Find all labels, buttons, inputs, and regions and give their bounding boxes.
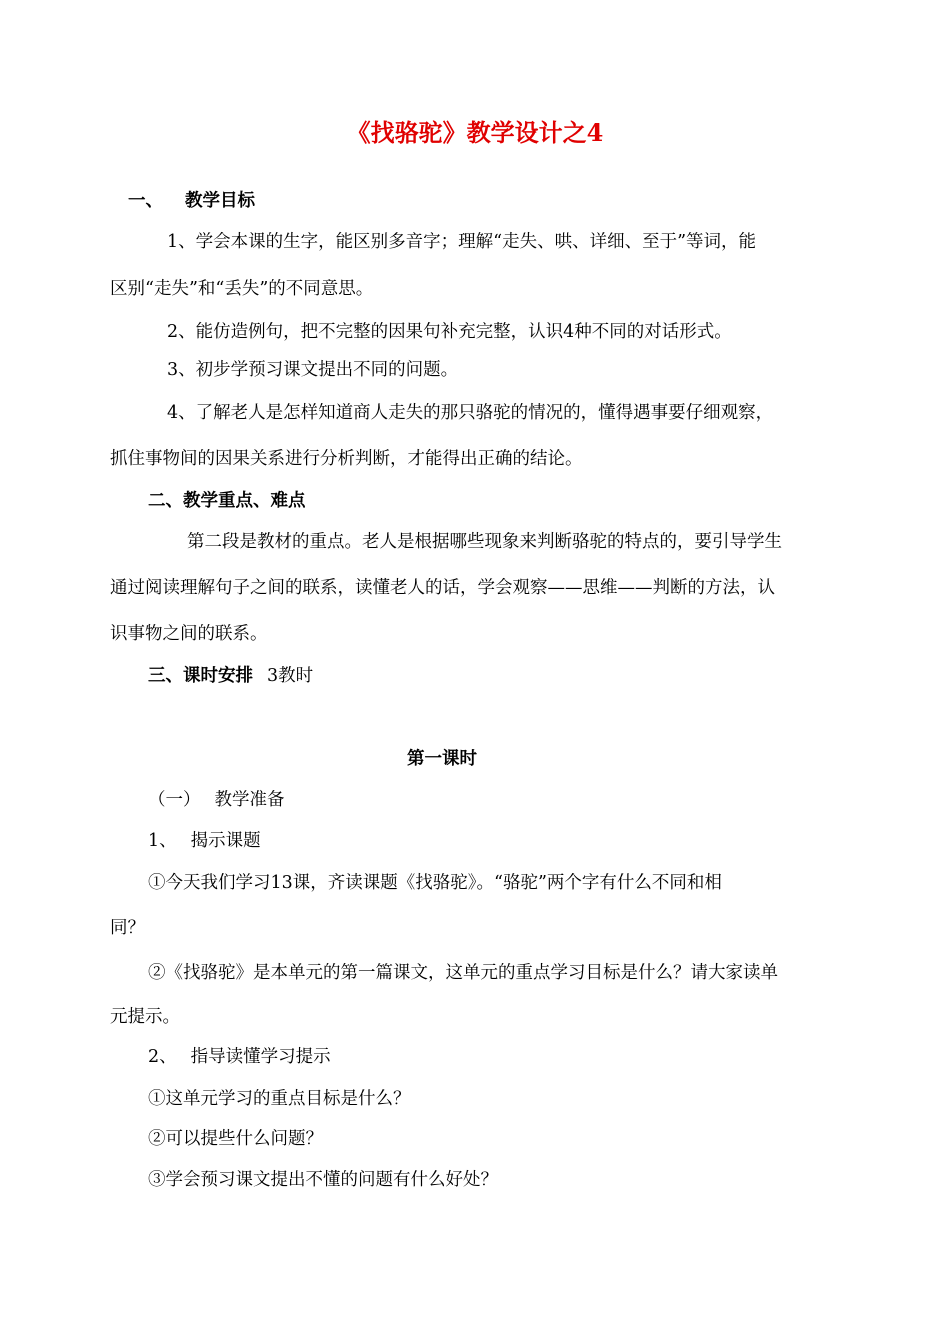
objective-2: 2、能仿造例句，把不完整的因果句补充完整，认识4种不同的对话形式。 xyxy=(167,322,732,342)
part1-title: 教学准备 xyxy=(214,790,285,810)
document-title: 《找骆驼》教学设计之4 xyxy=(346,118,604,147)
step2-number: 2、 xyxy=(148,1047,177,1067)
part1-number: （一） xyxy=(148,790,201,810)
part1-heading xyxy=(148,788,285,812)
section1-number: 一、 xyxy=(128,191,163,211)
lesson-count: 3教时 xyxy=(267,666,314,686)
step2-question1: ①这单元学习的重点目标是什么？ xyxy=(148,1089,411,1109)
section3-title: 三、课时安排 xyxy=(148,666,253,686)
keypoints-para-line2: 通过阅读理解句子之间的联系，读懂老人的话，学会观察——思维——判断的方法，认 xyxy=(110,578,775,598)
step1-question1-line1: ①今天我们学习13课，齐读课题《找骆驼》。“骆驼”两个字有什么不同和相 xyxy=(148,873,722,893)
objective-1-line1: 1、学会本课的生字，能区别多音字；理解“走失、哄、详细、至于”等词，能 xyxy=(167,232,757,252)
step1-question2-line1: ②《找骆驼》是本单元的第一篇课文，这单元的重点学习目标是什么？请大家读单 xyxy=(148,963,778,983)
section2-heading: 二、教学重点、难点 xyxy=(148,491,306,511)
step1-question2-line2: 元提示。 xyxy=(110,1007,180,1027)
keypoints-para-line1: 第二段是教材的重点。老人是根据哪些现象来判断骆驼的特点的，要引导学生 xyxy=(187,532,782,552)
lesson1-heading: 第一课时 xyxy=(407,749,477,769)
step2-question2: ②可以提些什么问题？ xyxy=(148,1129,323,1149)
objective-4-line2: 抓住事物间的因果关系进行分析判断，才能得出正确的结论。 xyxy=(110,449,583,469)
step1-heading xyxy=(148,829,261,853)
step2-title: 指导读懂学习提示 xyxy=(190,1047,331,1067)
step2-heading xyxy=(148,1045,331,1069)
step1-number: 1、 xyxy=(148,831,177,851)
objective-3: 3、初步学预习课文提出不同的问题。 xyxy=(167,360,459,380)
section1-title: 教学目标 xyxy=(185,191,255,211)
objective-1-line2: 区别“走失”和“丢失”的不同意思。 xyxy=(110,279,374,299)
section3-heading-row xyxy=(148,664,313,688)
step2-question3: ③学会预习课文提出不懂的问题有什么好处？ xyxy=(148,1170,498,1190)
section1-heading xyxy=(128,189,255,213)
step1-title: 揭示课题 xyxy=(190,831,261,851)
step1-question1-line2: 同？ xyxy=(110,918,145,938)
objective-4-line1: 4、了解老人是怎样知道商人走失的那只骆驼的情况的，懂得遇事要仔细观察， xyxy=(167,403,774,423)
keypoints-para-line3: 识事物之间的联系。 xyxy=(110,624,268,644)
